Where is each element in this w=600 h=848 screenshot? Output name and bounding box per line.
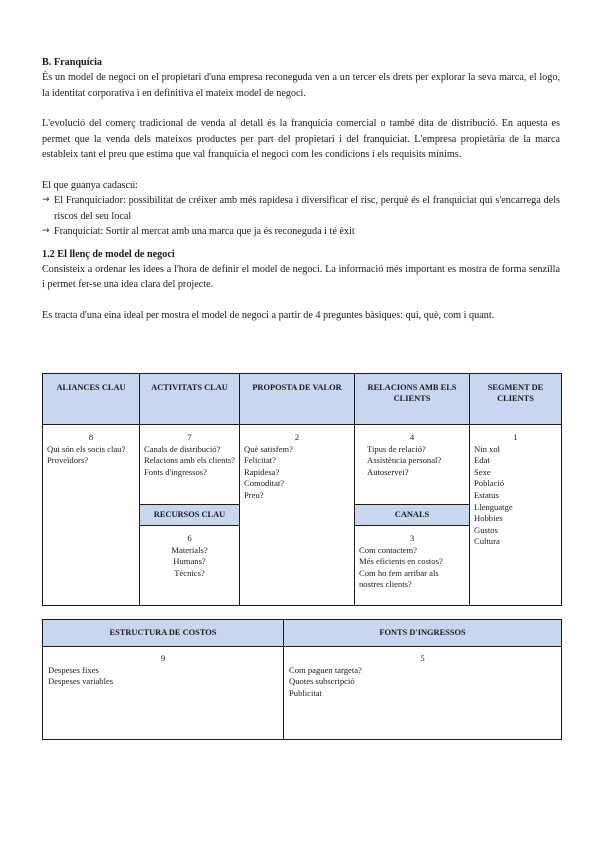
revenue-header: FONTS D'INGRESSOS — [284, 620, 562, 647]
cell-line: Proveïdors? — [47, 455, 89, 466]
cell-line: Més eficients en costos? — [359, 556, 443, 567]
cell-line: Comoditat? — [244, 478, 285, 489]
value-cell — [240, 425, 355, 606]
bullet-franchisor — [42, 193, 560, 224]
arrow-icon: → — [42, 195, 50, 205]
block-number: 2 — [294, 432, 300, 442]
cell-line: Despeses fixes — [48, 664, 99, 675]
cell-line: Rapidesa? — [244, 466, 280, 477]
bullet-text: El Franquiciador: possibilitat de créixer amb més rapidesa i diversificar el risc, perquè és el franquiciat qui s'encarrega dels riscos del seu local — [54, 195, 560, 222]
canvas-paragraph-2: Es tracta d'una eina ideal per mostra el model de negoci a partir de 4 preguntes bàsiques: qui, què, com i quant. — [42, 309, 495, 321]
channels-cell — [355, 526, 470, 606]
canvas-heading: 1.2 El llenç de model de negoci — [42, 248, 175, 260]
cell-line: Quotes subscripció — [289, 676, 355, 687]
block-number: 8 — [88, 432, 94, 442]
canvas-paragraph-1: Consisteix a ordenar les idees a l'hora de definir el model de negoci. La informació més important es mostra de forma senzilla i permet fer-se una idea clara del projecte. — [42, 263, 560, 290]
relations-header: RELACIONS AMB ELS CLIENTS — [355, 374, 470, 425]
value-header: PROPOSTA DE VALOR — [240, 374, 355, 425]
segments-header: SEGMENT DE CLIENTS — [470, 374, 562, 425]
block-number: 3 — [409, 533, 415, 543]
cell-line: Relacions amb els clients? — [144, 455, 235, 466]
channels-header: CANALS — [355, 505, 470, 526]
costs-header: ESTRUCTURA DE COSTOS — [43, 620, 284, 647]
cell-line: Tipus de relació? — [367, 443, 426, 454]
block-number: 9 — [160, 653, 166, 663]
cell-line: Població — [474, 478, 505, 489]
cell-line: Què satisfem? — [244, 443, 293, 454]
partners-cell — [43, 425, 140, 606]
franchise-paragraph-2: L'evolució del comerç tradicional de venda al detall és la franquícia comercial o també dita de distribució. En aquesta es permet que la venda dels mateixos productes per part del propietari i del franquiciat. L'empresa propietària de la marca estableix tant el preu que estima que val franquícia el negoci com les condicions i els requisits mínims. — [42, 118, 560, 160]
activities-cell — [140, 425, 240, 505]
block-number: 7 — [187, 432, 192, 442]
document-body — [42, 56, 560, 323]
costs-revenue-table — [42, 619, 562, 740]
cell-line: Estatus — [474, 489, 499, 500]
resources-cell — [140, 526, 240, 606]
cell-line: Qui són els socis clau? — [47, 443, 126, 454]
cell-line: Nin xol — [474, 443, 501, 454]
cell-line: Preu? — [244, 489, 264, 500]
segments-cell — [470, 425, 562, 606]
block-number: 6 — [187, 533, 192, 543]
cell-line: Com ho fem arribar als nostres clients? — [359, 567, 439, 590]
block-number: 1 — [513, 432, 518, 442]
relations-cell — [355, 425, 470, 505]
cell-line: Autoservei? — [367, 466, 409, 477]
cell-line: Com contactem? — [359, 544, 417, 555]
business-model-canvas — [42, 373, 562, 606]
cell-line: Cultura — [474, 536, 500, 547]
cell-line: Gustos — [474, 524, 498, 535]
cell-line: Felicitat? — [244, 455, 276, 466]
cell-line: Hobbies — [474, 513, 503, 524]
cell-line: Canals de distribució? — [144, 443, 221, 454]
activities-header: ACTIVITATS CLAU — [140, 374, 240, 425]
cell-line: Edat — [474, 455, 490, 466]
cell-line: Materials? — [171, 544, 208, 555]
cell-line: Tècnics? — [174, 567, 205, 578]
costs-cell — [43, 647, 284, 740]
revenue-cell — [284, 647, 562, 740]
resources-header: RECURSOS CLAU — [140, 505, 240, 526]
cell-line: Fonts d'ingressos? — [144, 466, 207, 477]
cell-line: Publicitat — [289, 687, 322, 698]
cell-line: Sexe — [474, 466, 491, 477]
cell-line: Assistència personal? — [367, 455, 442, 466]
block-number: 5 — [420, 653, 425, 663]
franchise-heading: B. Franquícia — [42, 57, 103, 68]
partners-header: ALIANCES CLAU — [43, 374, 140, 425]
bullet-franchisee — [42, 224, 560, 240]
cell-line: Llenguatge — [474, 501, 513, 512]
who-wins-label: El que guanya cadascú: — [42, 179, 138, 191]
cell-line: Despeses variables — [48, 676, 114, 687]
arrow-icon: → — [42, 226, 50, 236]
cell-line: Humans? — [173, 556, 206, 567]
bullet-text: Franquiciat: Sortir al mercat amb una marca que ja és reconeguda i té èxit — [54, 226, 355, 237]
cell-line: Com paguen targeta? — [289, 664, 362, 675]
block-number: 4 — [409, 432, 415, 442]
franchise-paragraph-1: És un model de negoci on el propietari d'una empresa reconeguda ven a un tercer els drets per explorar la seva marca, el logo, la identitat corporativa i en definitiva el mateix model de negoci. — [42, 72, 560, 99]
